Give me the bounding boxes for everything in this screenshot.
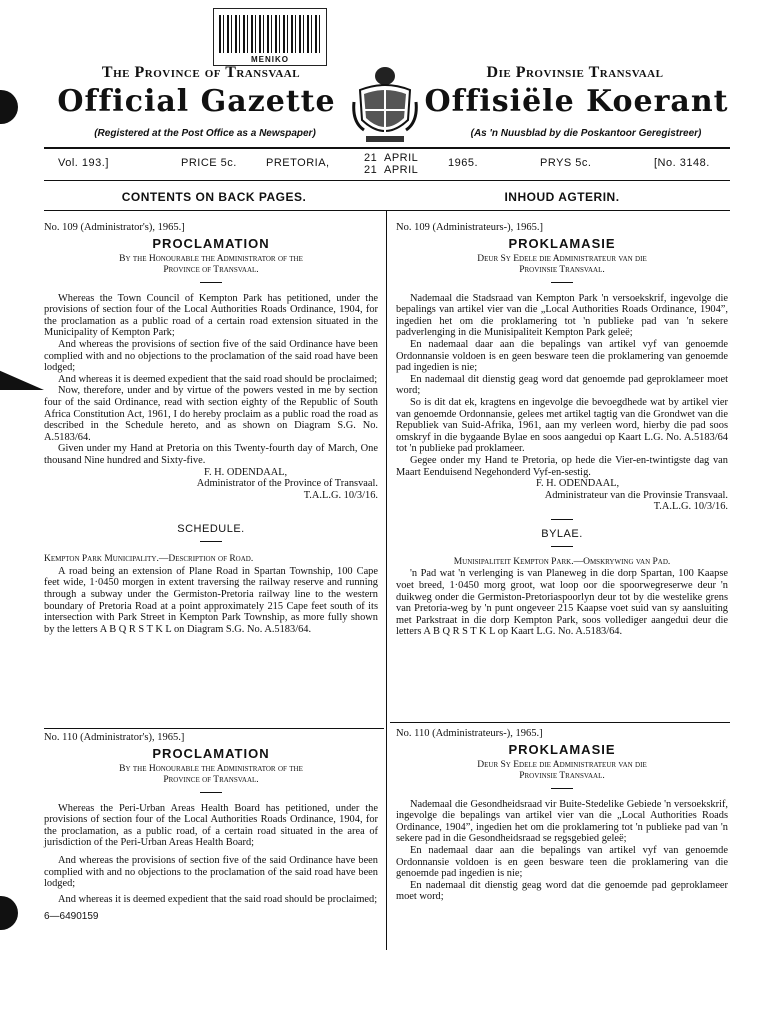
issue-number: [No. 3148.: [654, 157, 710, 169]
right-column: [396, 222, 728, 638]
contents-af: INHOUD AGTERIN.: [504, 190, 620, 204]
byline-2: Provinsie Transvaal.: [519, 770, 605, 781]
signature-title: Administrateur van die Provinsie Transvaal.: [544, 489, 728, 501]
paragraph: Nademaal die Stadsraad van Kempton Park 'n versoekskrif, ingevolge die bepalings van artikel vier van die „Local Authorities Roads Ordinance, 1904”, ingedien het om die proklamering tot 'n publieke pad van 'n sekere padverlenging in die Munisipaliteit Kempton Park geleë;: [396, 292, 728, 339]
contents-en: CONTENTS ON BACK PAGES.: [121, 190, 307, 204]
reference: T.A.L.G. 10/3/16.: [303, 489, 378, 501]
print-code: 6—6490159: [44, 911, 99, 923]
divider: [551, 546, 573, 547]
notice-number: No. 109 (Administrateurs-), 1965.]: [396, 222, 543, 233]
schedule-title: BYLAE.: [541, 527, 583, 540]
divider: [551, 282, 573, 283]
punch-hole-bottom: [0, 896, 18, 930]
punch-hole-top: [0, 90, 18, 124]
gazette-title-en: Official Gazette: [57, 84, 336, 119]
coat-of-arms-icon: [352, 62, 418, 146]
proclamation-title: PROKLAMASIE: [508, 235, 616, 251]
paragraph: And whereas the provisions of section five of the said Ordinance have been complied with and no objections to the proclamation of the said road have been lodged;: [44, 338, 378, 374]
proclamation-title: PROKLAMASIE: [508, 741, 616, 757]
gazette-title-af: Offisiële Koerant: [424, 84, 729, 119]
paragraph: En nademaal dit dienstig geag word dat genoemde pad geproklameer moet word;: [396, 373, 728, 397]
signature-name: F. H. ODENDAAL,: [536, 478, 620, 490]
year: 1965.: [448, 157, 479, 169]
barcode-label: MENIKO: [251, 55, 289, 64]
schedule-heading: Kempton Park Municipality.—Description of Road.: [44, 554, 254, 565]
schedule-heading: Munisipaliteit Kempton Park.—Omskrywing van Pad.: [453, 556, 671, 567]
right-column-notice-2: [396, 728, 728, 903]
header-rule-bottom: [44, 210, 730, 211]
left-column-notice-2: [44, 732, 378, 923]
left-column: [44, 222, 378, 635]
paragraph: And whereas it is deemed expedient that the said road should be proclaimed;: [58, 373, 378, 385]
paragraph: En nademaal dit dienstig geag word dat die genoemde pad geproklameer moet word;: [396, 879, 728, 903]
byline-1: By the Honourable the Administrator of the: [119, 253, 303, 264]
volume: Vol. 193.]: [58, 157, 109, 169]
paragraph: A road being an extension of Plane Road in Spartan Township, 100 Cape feet wide, 1·0450 morgen in extent traversing the railway reserve and running through a subway under the Germiston-Pretoria railway line to the western boundary of Pretoria Road at a point approximately 215 Cape feet south of its intersection with Park Street in Kempton Park Township, as more fully shown by the letters A B Q R S T K L on Diagram S.G. No. A.5183/64.: [44, 565, 378, 635]
paragraph: Given under my Hand at Pretoria on this Twenty-fourth day of March, One thousand Nine hundred and Sixty-five.: [44, 443, 378, 466]
paragraph: And whereas the provisions of section five of the said Ordinance have been complied with and no objections to the proclamation of the said road have been lodged;: [44, 854, 378, 890]
notice-number: No. 110 (Administrateurs-), 1965.]: [396, 728, 543, 739]
price: PRICE 5c.: [181, 157, 237, 169]
date-day-2: 21: [364, 164, 378, 176]
paragraph: En nademaal daar aan die bepalings van artikel vyf van genoemde Ordonnansie voldoen is en geen besware teen die proklamering van die genoemde pad ingedien is nie;: [396, 844, 728, 880]
divider: [200, 282, 222, 283]
divider: [200, 541, 222, 542]
proclamation-title: PROCLAMATION: [152, 745, 270, 761]
registered-note-af: (As 'n Nuusblad by die Poskantoor Geregistreer): [470, 128, 702, 139]
section-rule-right: [390, 722, 730, 723]
province-name-en: The Province of Transvaal: [101, 64, 301, 81]
paragraph: So is dit dat ek, kragtens en ingevolge die bevoegdhede wat by artikel vier van genoemde Ordonnansie, gelees met artikel tagtig van die Grondwet van die Republiek van Suid-Afrika, 1961, aan my verleen word, hierby die pad soos omskryf in die bygaande Bylae en soos aangedui op Kaart L.G. No. A.5183/64 tot 'n publieke pad proklameer.: [396, 396, 728, 455]
paragraph: Gegee onder my Hand te Pretoria, op hede die Vier-en-twintigste dag van Maart Eenduisend Negehonderd Vyf-en-sestig.: [396, 454, 728, 478]
paragraph: Now, therefore, under and by virtue of the powers vested in me by section four of the said Ordinance, read with section eighty of the Republic of South Africa Constitution Act, 1961, I do hereby proclaim as a public road the road as described in the Schedule hereto, and as shown on Diagram S.G. No. A.5183/64.: [44, 385, 378, 443]
byline-2: Province of Transvaal.: [163, 264, 259, 275]
paragraph: Whereas the Town Council of Kempton Park has petitioned, under the provisions of section four of the Local Authorities Roads Ordinance, 1904, for the proclamation as a public road of a certain road extension situated in the Municipality of Kempton Park;: [44, 292, 378, 339]
divider: [200, 792, 222, 793]
signature-name: F. H. ODENDAAL,: [204, 466, 288, 478]
header-rule-top: [44, 147, 730, 149]
signature-title: Administrator of the Province of Transvaal.: [196, 478, 378, 490]
section-rule-left: [44, 728, 384, 729]
notice-number: No. 110 (Administrator's), 1965.]: [44, 732, 185, 743]
byline-1: Deur Sy Edele die Administrateur van die: [477, 253, 647, 264]
byline-2: Province of Transvaal.: [163, 774, 259, 785]
notice-number: No. 109 (Administrator's), 1965.]: [44, 222, 185, 233]
divider: [551, 788, 573, 789]
barcode-stamp: [213, 8, 327, 66]
date-day-1: 21: [364, 152, 378, 164]
paragraph: En nademaal daar aan die bepalings van artikel vyf van genoemde Ordonnansie voldoen is en geen besware teen die proklamering van genoemde pad ingedien is nie;: [396, 338, 728, 374]
barcode-bars: [219, 15, 321, 53]
paragraph: Whereas the Peri-Urban Areas Health Board has petitioned, under the provisions of section four of the Local Authorities Roads Ordinance, 1904, for the proclamation, as a public road, of a certain road situated in the area of jurisdiction of the Peri-Urban Areas Health Board;: [44, 802, 378, 849]
date-month-2: APRIL: [384, 164, 419, 176]
paragraph: 'n Pad wat 'n verlenging is van Planeweg in die dorp Spartan, 100 Kaapse voet breed, 1·0450 morg groot, wat loop oor die spoorwegreserwe deur 'n duikweg onder die Germiston-Pretoriaspoorlyn deur tot by die westelike grens van Pretoria-weg by 'n punt ongeveer 215 Kaapse voet suid van sy aansluiting met Parkstraat in die dorp Kempton Park, soos vollediger aangedui deur die letters A B Q R S T K L op Kaart L.G. No. A.5183/64.: [396, 568, 728, 638]
column-divider: [386, 210, 387, 950]
paragraph: Nademaal die Gesondheidsraad vir Buite-Stedelike Gebiede 'n versoekskrif, ingevolge die bepalings van artikel vier van die „Local Authorities Roads Ordinance, 1904”, ingedien het om die proklamering tot 'n publieke pad van 'n sekere pad in die Gesondheidsraad se regsgebied geleë;: [396, 798, 728, 845]
paragraph: And whereas it is deemed expedient that the said road should be proclaimed;: [58, 893, 378, 905]
byline-1: By the Honourable the Administrator of the: [119, 763, 303, 774]
city: PRETORIA,: [266, 157, 330, 169]
registered-note-en: (Registered at the Post Office as a Newspaper): [94, 128, 316, 139]
date-month-1: APRIL: [384, 152, 419, 164]
divider: [551, 519, 573, 520]
reference: T.A.L.G. 10/3/16.: [653, 501, 728, 513]
province-name-af: Die Provinsie Transvaal: [486, 64, 664, 81]
byline-1: Deur Sy Edele die Administrateur van die: [477, 759, 647, 770]
proclamation-title: PROCLAMATION: [152, 235, 270, 251]
scan-artifact: [0, 358, 44, 390]
price-af: PRYS 5c.: [540, 157, 592, 169]
schedule-title: SCHEDULE.: [177, 523, 245, 536]
byline-2: Provinsie Transvaal.: [519, 264, 605, 275]
header-rule-mid: [44, 180, 730, 181]
